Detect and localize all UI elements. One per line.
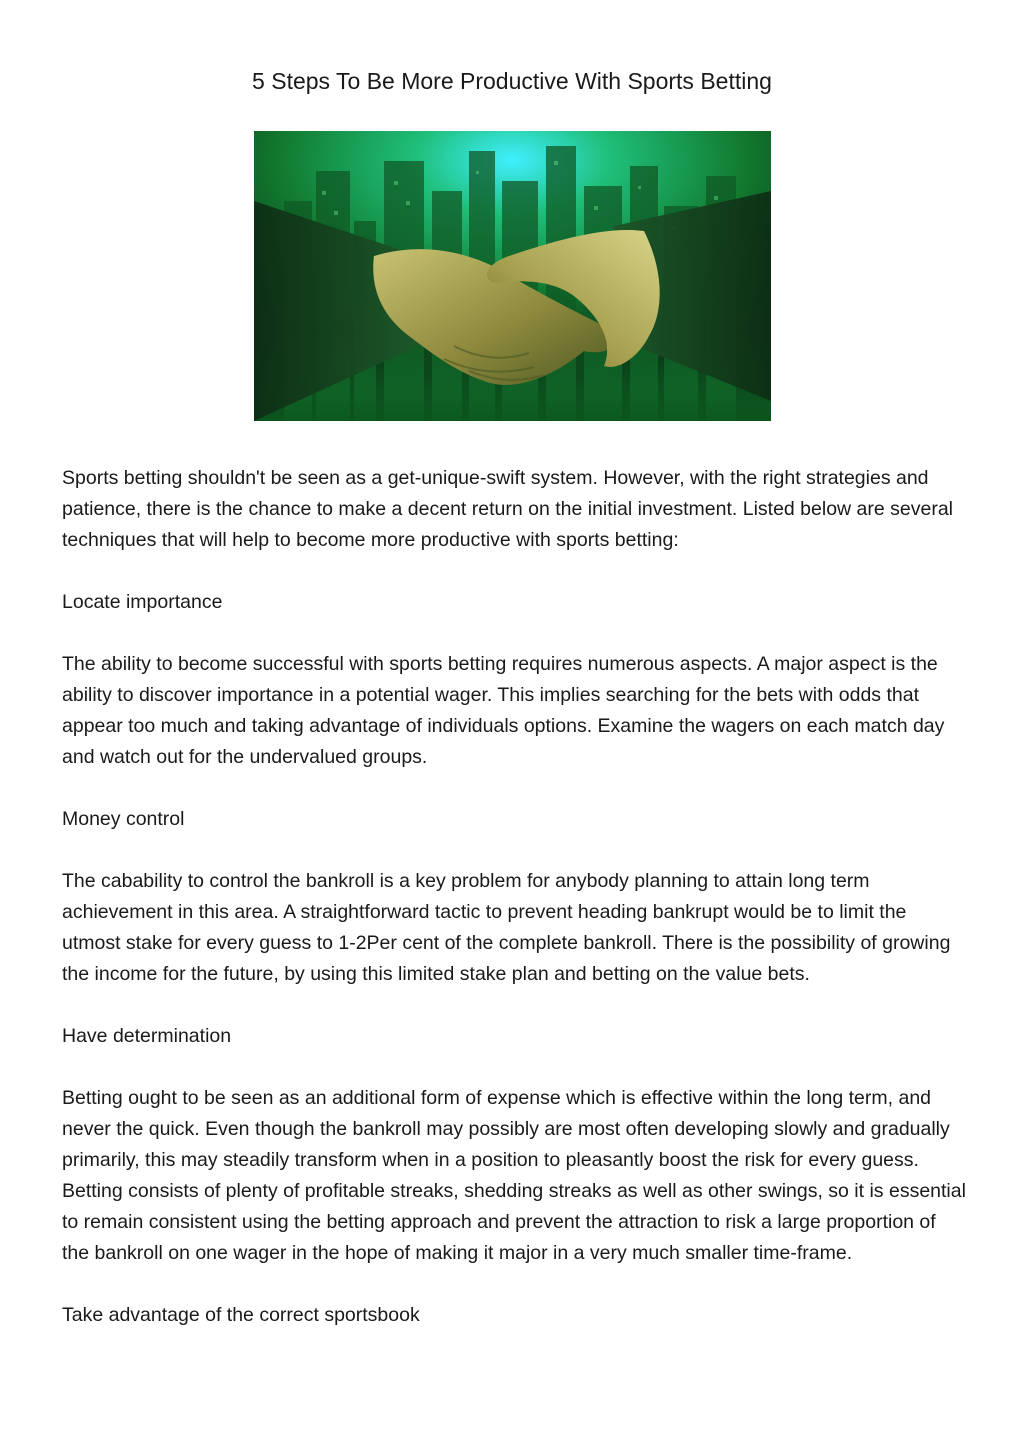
article-body bbox=[62, 463, 967, 1362]
section-paragraph: The ability to become successful with sports betting requires numerous aspects. A major aspect is the ability to discover importance in a potential wager. This implies searching for the bets with odds that appear too much and taking advantage of individuals options. Examine the wagers on each match day and watch out for the undervalued groups. bbox=[62, 653, 945, 768]
handshake-city-image bbox=[254, 131, 771, 421]
hero-image bbox=[254, 131, 771, 421]
section-heading: Take advantage of the correct sportsbook bbox=[62, 1304, 420, 1326]
page-title: 5 Steps To Be More Productive With Sports Betting bbox=[252, 68, 772, 94]
section-paragraph: Betting ought to be seen as an additional form of expense which is effective within the long term, and never the quick. Even though the bankroll may possibly are most often developing slowly and gradually primarily, this may steadily transform when in a position to pleasantly boost the risk for every guess. Betting consists of plenty of profitable streaks, shedding streaks as well as other swings, so it is essential to remain consistent using the betting approach and prevent the attraction to risk a large proportion of the bankroll on one wager in the hope of making it major in a very much smaller time-frame. bbox=[62, 1087, 966, 1264]
section-paragraph: The cabability to control the bankroll is a key problem for anybody planning to attain long term achievement in this area. A straightforward tactic to prevent heading bankrupt would be to limit the utmost stake for every guess to 1-2Per cent of the complete bankroll. There is the possibility of growing the income for the future, by using this limited stake plan and betting on the value bets. bbox=[62, 870, 951, 985]
section-heading: Money control bbox=[62, 808, 185, 830]
intro-paragraph: Sports betting shouldn't be seen as a get-unique-swift system. However, with the right strategies and patience, there is the chance to make a decent return on the initial investment. Listed below are several techniques that will help to become more productive with sports betting: bbox=[62, 467, 954, 551]
section-heading: Have determination bbox=[62, 1025, 232, 1047]
section-heading: Locate importance bbox=[62, 591, 223, 613]
